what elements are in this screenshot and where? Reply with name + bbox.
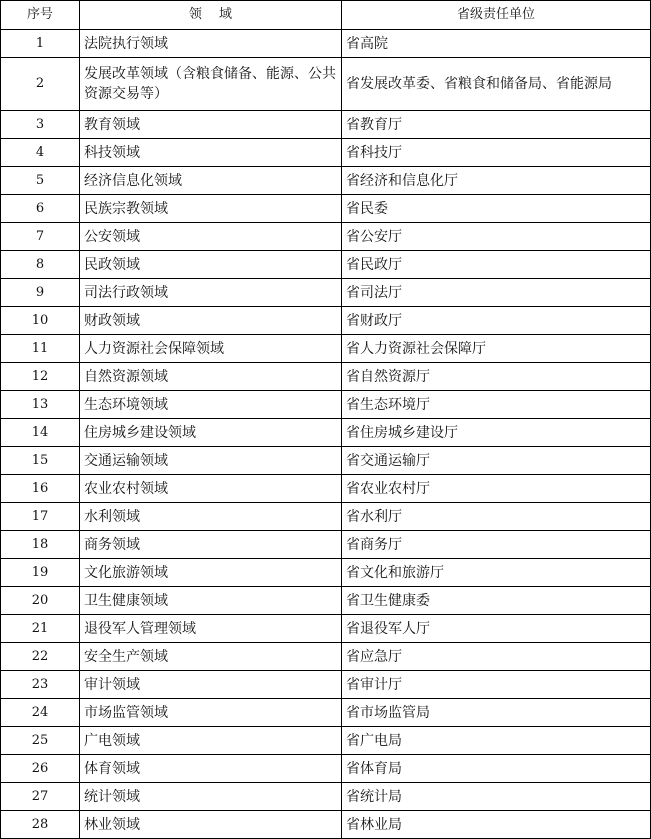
row-index-cell: 5 [1, 167, 80, 195]
table-row [1, 167, 651, 195]
row-unit-cell: 省退役军人厅 [342, 615, 651, 643]
row-field-cell: 民政领域 [80, 251, 342, 279]
row-index-cell: 10 [1, 307, 80, 335]
row-index-cell: 11 [1, 335, 80, 363]
row-index-cell: 27 [1, 783, 80, 811]
table-body [1, 30, 651, 839]
row-unit-cell: 省交通运输厅 [342, 447, 651, 475]
row-field-cell: 人力资源社会保障领域 [80, 335, 342, 363]
row-field-cell: 卫生健康领域 [80, 587, 342, 615]
row-index-cell: 2 [1, 58, 80, 111]
table-row [1, 223, 651, 251]
table-row [1, 111, 651, 139]
row-index-cell: 26 [1, 755, 80, 783]
row-index-cell: 19 [1, 559, 80, 587]
row-unit-cell: 省高院 [342, 30, 651, 58]
row-unit-cell: 省林业局 [342, 811, 651, 839]
row-unit-cell: 省广电局 [342, 727, 651, 755]
row-unit-cell: 省应急厅 [342, 643, 651, 671]
row-unit-cell: 省农业农村厅 [342, 475, 651, 503]
row-field-cell: 经济信息化领域 [80, 167, 342, 195]
row-field-cell: 科技领域 [80, 139, 342, 167]
row-index-cell: 4 [1, 139, 80, 167]
row-index-cell: 28 [1, 811, 80, 839]
row-index-cell: 13 [1, 391, 80, 419]
row-unit-cell: 省商务厅 [342, 531, 651, 559]
row-field-cell: 统计领域 [80, 783, 342, 811]
table-row [1, 447, 651, 475]
row-field-cell: 林业领域 [80, 811, 342, 839]
row-unit-cell: 省财政厅 [342, 307, 651, 335]
row-field-cell: 退役军人管理领域 [80, 615, 342, 643]
row-field-cell: 生态环境领域 [80, 391, 342, 419]
row-unit-cell: 省发展改革委、省粮食和储备局、省能源局 [342, 58, 651, 111]
table-row [1, 363, 651, 391]
table-row [1, 30, 651, 58]
row-field-cell: 水利领域 [80, 503, 342, 531]
row-index-cell: 6 [1, 195, 80, 223]
row-index-cell: 12 [1, 363, 80, 391]
table-row [1, 195, 651, 223]
row-unit-cell: 省民委 [342, 195, 651, 223]
table-row [1, 559, 651, 587]
table-row [1, 503, 651, 531]
row-unit-cell: 省公安厅 [342, 223, 651, 251]
row-unit-cell: 省生态环境厅 [342, 391, 651, 419]
row-index-cell: 7 [1, 223, 80, 251]
table-row [1, 139, 651, 167]
row-unit-cell: 省住房城乡建设厅 [342, 419, 651, 447]
row-field-cell: 财政领域 [80, 307, 342, 335]
row-index-cell: 17 [1, 503, 80, 531]
row-index-cell: 15 [1, 447, 80, 475]
row-unit-cell: 省司法厅 [342, 279, 651, 307]
table-row [1, 307, 651, 335]
row-field-cell: 安全生产领域 [80, 643, 342, 671]
header-row [1, 1, 651, 30]
table-row [1, 335, 651, 363]
row-field-cell: 公安领域 [80, 223, 342, 251]
row-field-cell: 文化旅游领域 [80, 559, 342, 587]
table-row [1, 251, 651, 279]
table-row [1, 699, 651, 727]
table-row [1, 391, 651, 419]
row-field-cell: 市场监管领域 [80, 699, 342, 727]
row-field-cell: 广电领域 [80, 727, 342, 755]
row-index-cell: 18 [1, 531, 80, 559]
row-index-cell: 24 [1, 699, 80, 727]
table-row [1, 755, 651, 783]
row-unit-cell: 省文化和旅游厅 [342, 559, 651, 587]
row-field-cell: 农业农村领域 [80, 475, 342, 503]
row-unit-cell: 省自然资源厅 [342, 363, 651, 391]
row-unit-cell: 省水利厅 [342, 503, 651, 531]
row-index-cell: 1 [1, 30, 80, 58]
row-index-cell: 20 [1, 587, 80, 615]
table-row [1, 58, 651, 111]
row-unit-cell: 省教育厅 [342, 111, 651, 139]
row-unit-cell: 省卫生健康委 [342, 587, 651, 615]
row-unit-cell: 省审计厅 [342, 671, 651, 699]
row-field-cell: 民族宗教领域 [80, 195, 342, 223]
table-row [1, 531, 651, 559]
table-row [1, 475, 651, 503]
row-field-cell: 商务领域 [80, 531, 342, 559]
row-index-cell: 21 [1, 615, 80, 643]
table-row [1, 419, 651, 447]
table-row [1, 615, 651, 643]
header-field: 领 域 [80, 1, 342, 30]
row-unit-cell: 省民政厅 [342, 251, 651, 279]
row-unit-cell: 省科技厅 [342, 139, 651, 167]
header-index: 序号 [1, 1, 80, 30]
row-field-cell: 住房城乡建设领域 [80, 419, 342, 447]
row-index-cell: 22 [1, 643, 80, 671]
table-row [1, 587, 651, 615]
row-unit-cell: 省市场监管局 [342, 699, 651, 727]
row-unit-cell: 省人力资源社会保障厅 [342, 335, 651, 363]
table-row [1, 727, 651, 755]
row-index-cell: 8 [1, 251, 80, 279]
row-index-cell: 23 [1, 671, 80, 699]
row-index-cell: 3 [1, 111, 80, 139]
header-unit: 省级责任单位 [342, 1, 651, 30]
table-row [1, 811, 651, 839]
table-row [1, 671, 651, 699]
row-unit-cell: 省统计局 [342, 783, 651, 811]
row-field-cell: 审计领域 [80, 671, 342, 699]
row-unit-cell: 省经济和信息化厅 [342, 167, 651, 195]
row-field-cell: 体育领域 [80, 755, 342, 783]
table-row [1, 279, 651, 307]
row-index-cell: 25 [1, 727, 80, 755]
row-field-cell: 教育领域 [80, 111, 342, 139]
row-unit-cell: 省体育局 [342, 755, 651, 783]
row-field-cell: 发展改革领域（含粮食储备、能源、公共资源交易等） [80, 58, 342, 111]
row-index-cell: 16 [1, 475, 80, 503]
row-index-cell: 9 [1, 279, 80, 307]
row-field-cell: 自然资源领域 [80, 363, 342, 391]
table-row [1, 783, 651, 811]
table-row [1, 643, 651, 671]
row-field-cell: 法院执行领域 [80, 30, 342, 58]
row-index-cell: 14 [1, 419, 80, 447]
row-field-cell: 司法行政领域 [80, 279, 342, 307]
row-field-cell: 交通运输领域 [80, 447, 342, 475]
